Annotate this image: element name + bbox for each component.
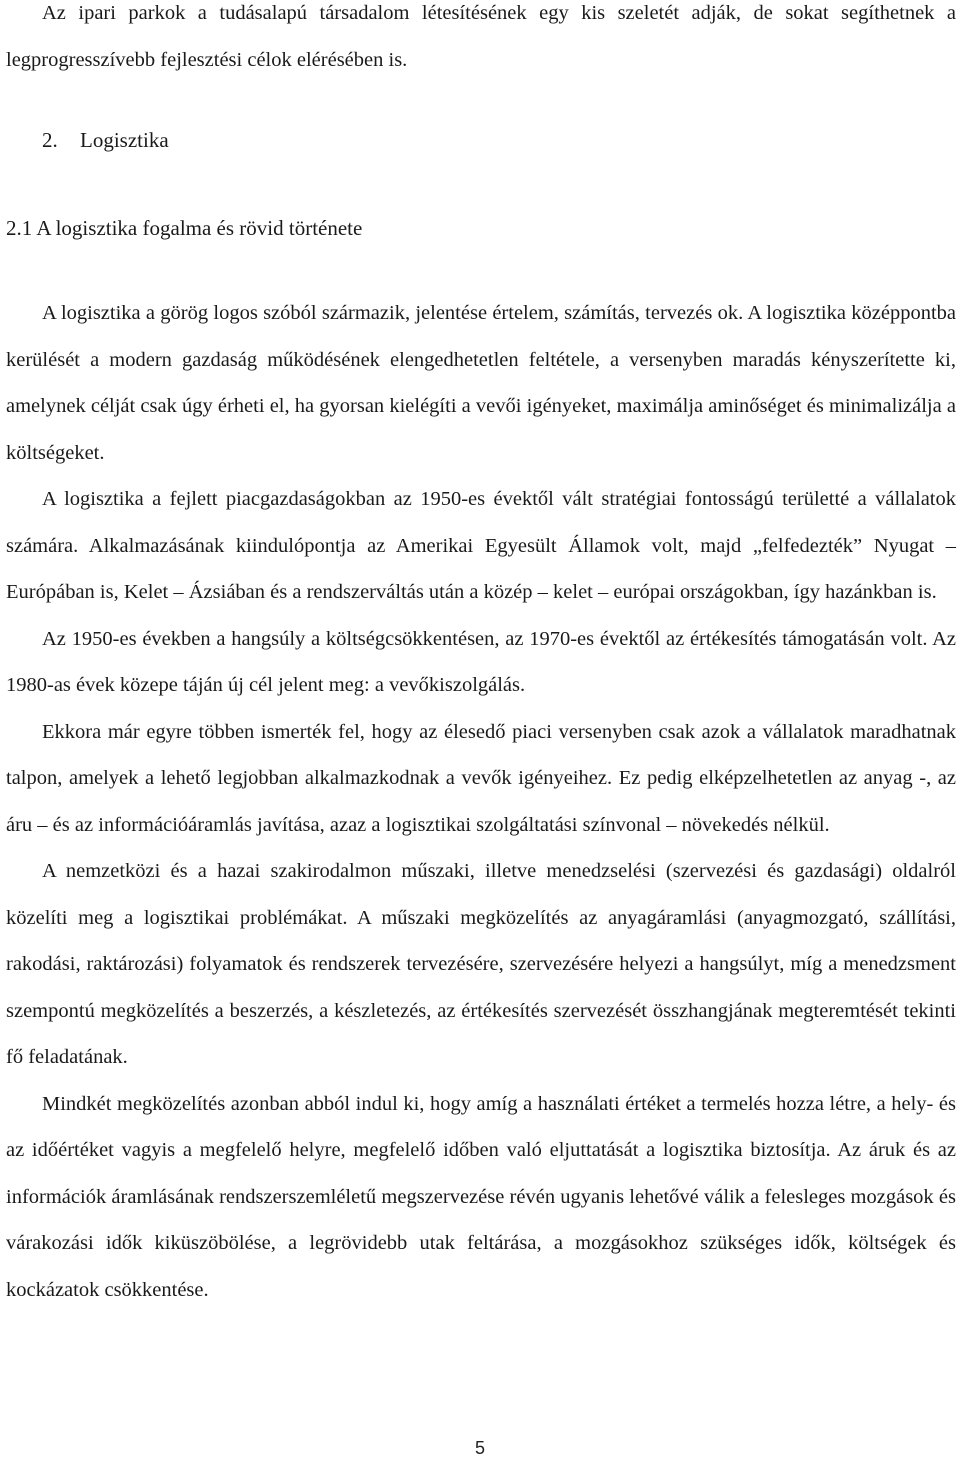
paragraph: A nemzetközi és a hazai szakirodalmon műszaki, illetve menedzselési (szervezési és gazdasági) oldalról közelíti meg a logisztikai problémákat. A műszaki megközelítés az anyagáramlási (anyagmozgató, szállítási, rakodási, raktározási) folyamatok és rendszerek tervezésére, szervezésére helyezi a hangsúlyt, míg a menedzsment szempontú megközelítés a beszerzés, a készletezés, az értékesítés szervezését összhangjának megteremtését tekinti fő feladatának. [6,860,956,1068]
subsection-heading: 2.1 A logisztika fogalma és rövid története [6,216,363,240]
paragraph: A logisztika a fejlett piacgazdaságokban az 1950-es évektől vált stratégiai fontosságú területté a vállalatok számára. Alkalmazásának kiindulópontja az Amerikai Egyesült Államok volt, majd „felfedezték” Nyugat – Európában is, Kelet – Ázsiában és a rendszerváltás után a közép – kelet – európai országokban, így hazánkban is. [6,488,956,603]
intro-paragraph: Az ipari parkok a tudásalapú társadalom létesítésének egy kis szeletét adják, de sokat segíthetnek a legprogresszívebb fejlesztési célok elérésében is. [6,2,956,71]
section-number: 2. [42,128,58,152]
section-heading [42,125,169,155]
paragraph: Ekkora már egyre többen ismerték fel, hogy az élesedő piaci versenyben csak azok a vállalatok maradhatnak talpon, amelyek a lehető legjobban alkalmazkodnak a vevők igényeihez. Ez pedig elképzelhetetlen az anyag -, az áru – és az információáramlás javítása, azaz a logisztikai szolgáltatási színvonal – növekedés nélkül. [6,720,956,836]
paragraph: A logisztika a görög logos szóból származik, jelentése értelem, számítás, tervezés ok. A logisztika középpontba kerülését a modern gazdaság működésének elengedhetetlen feltétele, a versenyben maradás kényszerítette ki, amelynek célját csak úgy érheti el, ha gyorsan kielégíti a vevői igényeket, maximálja aminőséget és minimalizálja a költségeket. [6,302,956,464]
page-number: 5 [474,1438,485,1458]
section-title: Logisztika [80,128,169,152]
paragraph: Mindkét megközelítés azonban abból indul ki, hogy amíg a használati értéket a termelés hozza létre, a hely- és az időértéket vagyis a megfelelő helyre, megfelelő időben való eljuttatását a logisztika biztosítja. Az áruk és az információk áramlásának rendszerszemléletű megszervezése révén ugyanis lehetővé válik a felesleges mozgások és várakozási idők kiküszöbölése, a legrövidebb utak feltárása, a mozgásokhoz szükséges idők, költségek és kockázatok csökkentése. [6,1092,956,1301]
paragraph: Az 1950-es években a hangsúly a költségcsökkentésen, az 1970-es évektől az értékesítés támogatásán volt. Az 1980-as évek közepe táján új cél jelent meg: a vevőkiszolgálás. [6,627,956,696]
body-text [6,290,956,1313]
